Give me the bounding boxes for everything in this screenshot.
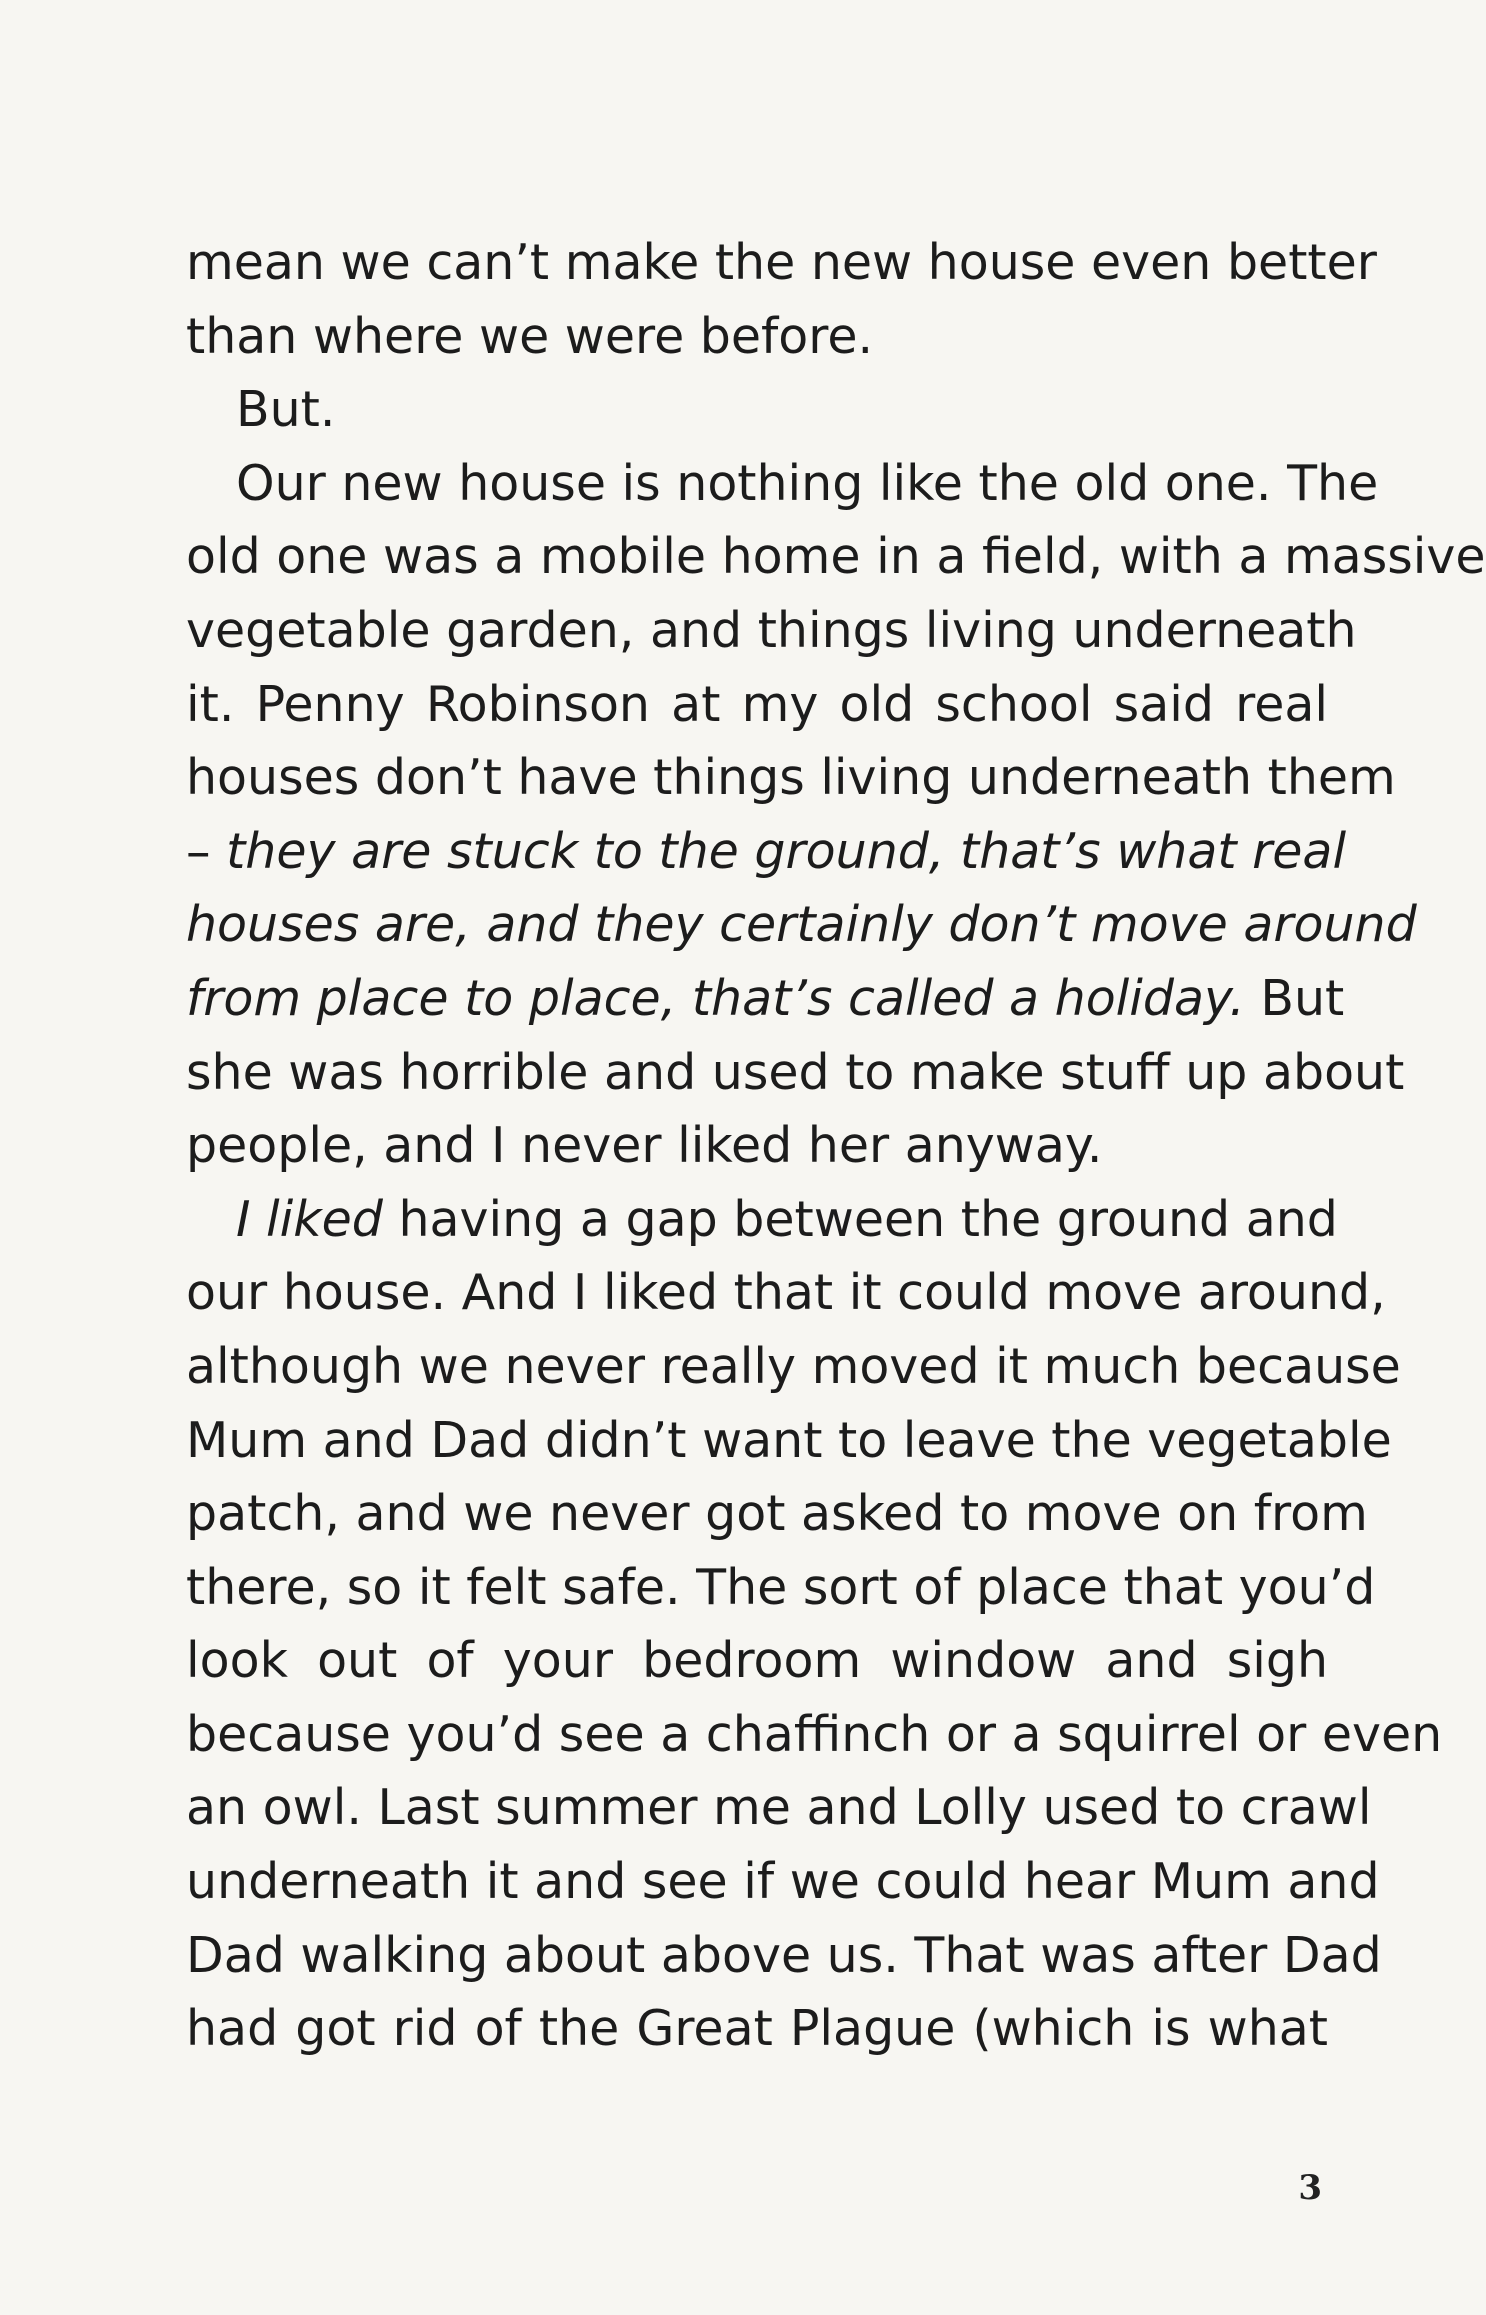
text-segment: But. <box>236 381 336 439</box>
text-line <box>186 1771 1372 1845</box>
text-segment: patch, and we never got asked to move on from <box>186 1485 1368 1543</box>
text-line <box>186 962 1345 1036</box>
text-line <box>186 1404 1392 1478</box>
text-line <box>186 741 1396 815</box>
text-line <box>186 373 1328 447</box>
text-line <box>186 594 1357 668</box>
text-segment: underneath it and see if we could hear Mum and <box>186 1853 1380 1911</box>
italic-text: houses are, and they certainly don’t move around <box>186 896 1417 954</box>
text-line <box>186 1992 1328 2066</box>
text-line <box>186 888 1417 962</box>
text-line <box>186 1330 1401 1404</box>
italic-text: they are stuck to the ground, that’s what real <box>226 822 1347 880</box>
text-line <box>186 1477 1368 1551</box>
text-segment: Dad walking about above us. That was after Dad <box>186 1926 1382 1984</box>
text-segment: Mum and Dad didn’t want to leave the vegetable <box>186 1411 1392 1469</box>
text-line <box>186 815 1347 889</box>
text-line <box>186 447 1379 521</box>
text-segment: people, and I never liked her anyway. <box>186 1117 1103 1175</box>
body-text <box>186 226 1486 2066</box>
text-segment: our house. And I liked that it could move around, <box>186 1264 1386 1322</box>
italic-text: I liked <box>236 1190 383 1248</box>
text-line <box>186 1109 1328 1183</box>
text-segment: although we never really moved it much because <box>186 1337 1401 1395</box>
text-line <box>186 1551 1376 1625</box>
text-line <box>186 1624 1328 1698</box>
italic-text: from place to place, that’s called a holiday. <box>186 969 1245 1027</box>
text-line <box>186 1183 1338 1257</box>
text-line <box>186 1698 1443 1772</box>
text-line <box>186 668 1328 742</box>
text-segment: But <box>1244 969 1345 1027</box>
text-segment: because you’d see a chaffinch or a squirrel or even <box>186 1705 1443 1763</box>
text-segment: it. Penny Robinson at my old school said real <box>186 675 1328 733</box>
text-segment: had got rid of the Great Plague (which is what <box>186 2000 1328 2058</box>
text-line <box>186 1036 1405 1110</box>
text-segment: an owl. Last summer me and Lolly used to crawl <box>186 1779 1372 1837</box>
text-line <box>186 1845 1380 1919</box>
page-number: 3 <box>1298 2168 1322 2208</box>
text-line <box>186 1919 1382 1993</box>
text-line <box>186 1256 1386 1330</box>
text-segment: vegetable garden, and things living underneath <box>186 601 1357 659</box>
text-segment: having a gap between the ground and <box>382 1190 1338 1248</box>
text-segment: old one was a mobile home in a field, with a massive <box>186 528 1486 586</box>
text-segment: – <box>186 822 227 880</box>
text-segment: she was horrible and used to make stuff up about <box>186 1043 1405 1101</box>
text-segment: mean we can’t make the new house even better <box>186 234 1377 291</box>
text-segment: there, so it felt safe. The sort of place that you’d <box>186 1558 1376 1616</box>
text-segment: look out of your bedroom window and sigh <box>186 1632 1328 1690</box>
text-line <box>186 226 1377 300</box>
text-segment: than where we were before. <box>186 307 874 365</box>
text-line <box>186 300 1328 374</box>
text-line <box>186 520 1486 594</box>
text-segment: houses don’t have things living underneath them <box>186 749 1396 807</box>
text-segment: Our new house is nothing like the old one. The <box>236 454 1379 512</box>
